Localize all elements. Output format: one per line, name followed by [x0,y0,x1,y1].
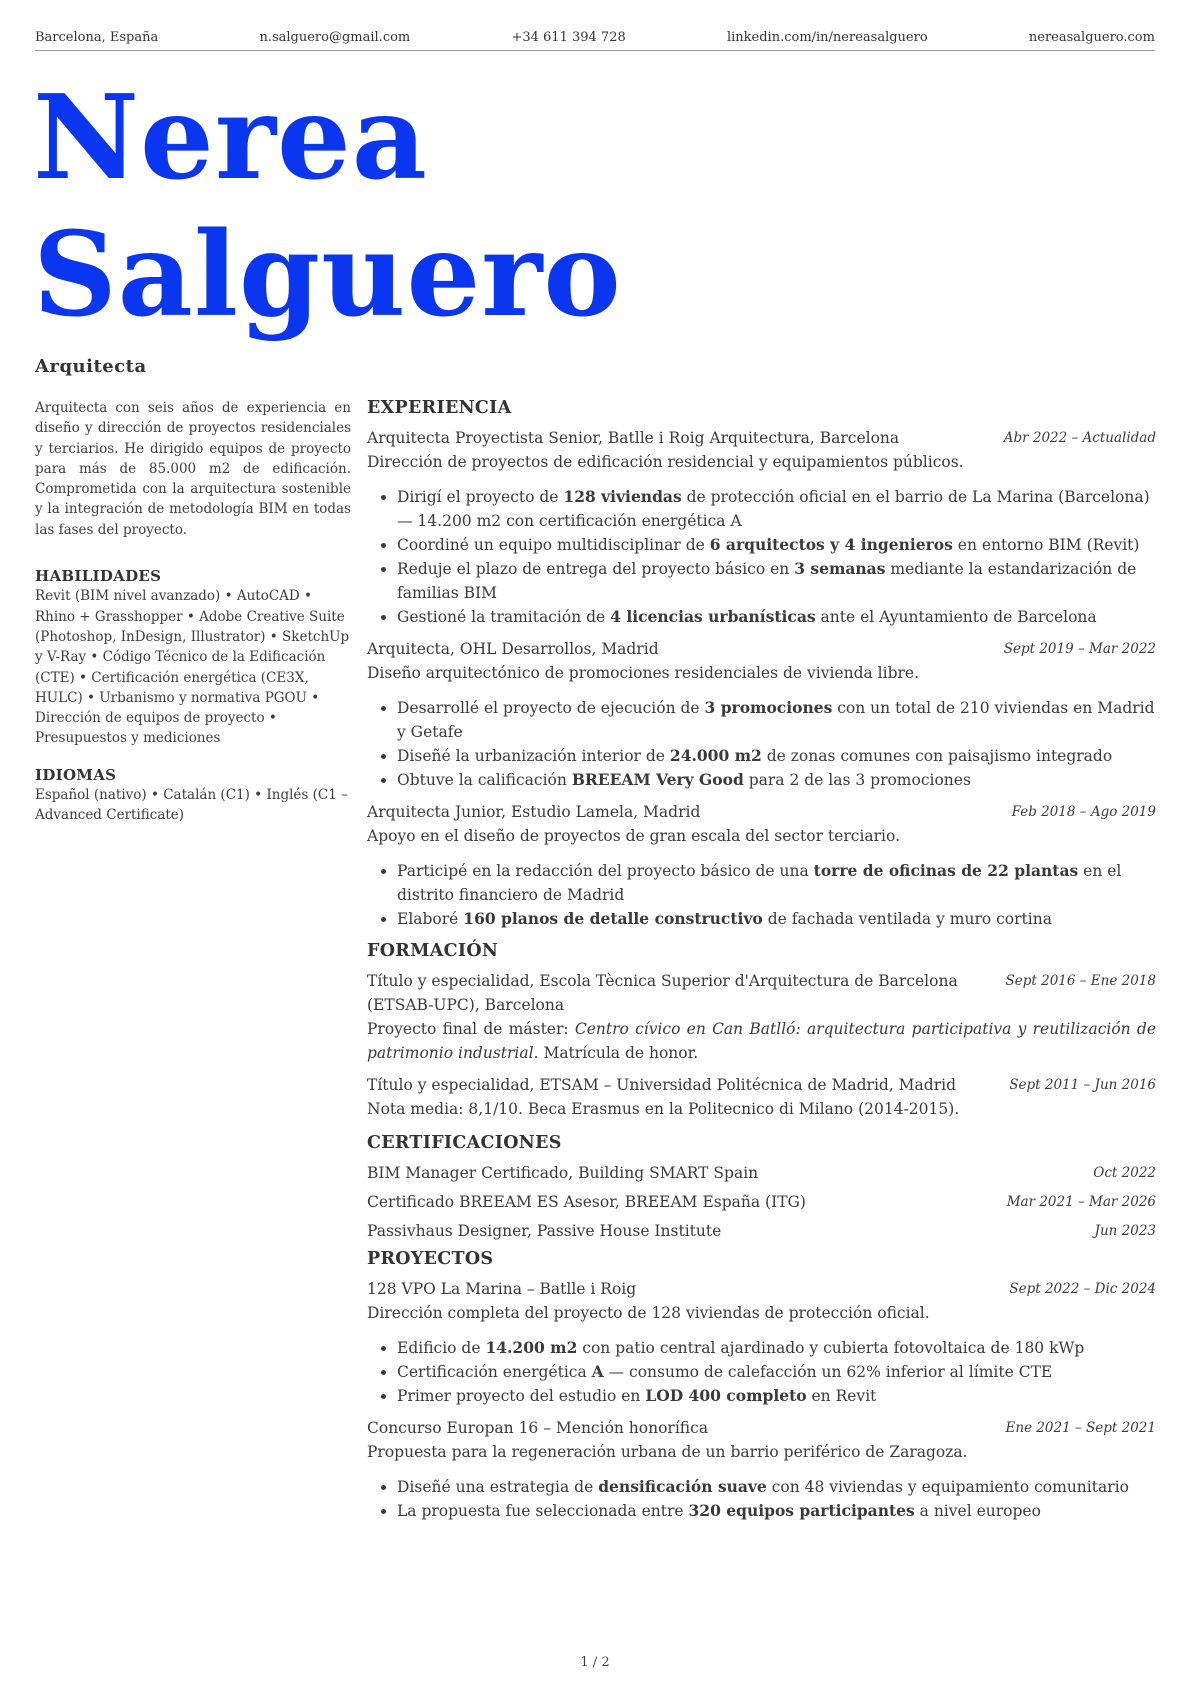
bullet-item: • Elaboré 160 planos de detalle constructivo de fachada ventilada y muro cortina [397,907,1156,931]
job-role: Arquitecta Junior, Estudio Lamela, Madrid [367,803,701,821]
projects-list [367,1277,1156,1523]
contact-bar [35,26,1155,51]
bullet-highlight: 14.200 m2 [485,1338,578,1357]
entry-header [367,1277,1156,1301]
last-name: Salguero [33,207,622,343]
bullet-item: • Edificio de 14.200 m2 con patio central ajardinado y cubierta fotovoltaica de 180 kWp [397,1336,1156,1360]
languages-text: Español (nativo) • Catalán (C1) • Inglés (C1 – Advanced Certificate) [35,787,348,824]
bullet-list [367,1475,1156,1523]
bullet-highlight: densificación suave [598,1477,767,1496]
bullet-highlight: 4 licencias urbanísticas [610,607,816,626]
projects-heading: PROYECTOS [367,1249,494,1269]
bullet-highlight: 160 planos de detalle constructivo [463,909,763,928]
project-entry [367,1277,1156,1408]
project-date: Ene 2021 – Sept 2021 [1005,1420,1156,1436]
languages-heading: IDIOMAS [35,765,117,784]
bullet-item: • Certificación energética A — consumo de calefacción un 62% inferior al límite CTE [397,1360,1156,1384]
education-list [367,969,1156,1121]
job-title: Arquitecta [35,356,147,377]
page-number: 1 / 2 [580,1655,610,1670]
project-date: Sept 2022 – Dic 2024 [1009,1281,1156,1297]
entry-header [367,1416,1156,1440]
project-description: Dirección completa del proyecto de 128 viviendas de protección oficial. [367,1304,930,1322]
education-note: Proyecto final de máster: Centro cívico en Can Batlló: arquitectura participativa y reutilización de patrimonio industrial. Matrícula de honor. [367,1020,1156,1062]
certification-name: Passivhaus Designer, Passive House Institute [367,1222,722,1240]
bullet-list [367,859,1156,931]
bullet-highlight: BREEAM Very Good [571,770,744,789]
bullet-item: • Diseñé una estrategia de densificación suave con 48 viviendas y equipamiento comunitario [397,1475,1156,1499]
bullet-highlight: 24.000 m2 [669,746,762,765]
certification-entry [367,1219,1156,1243]
contact-email[interactable]: n.salguero@gmail.com [259,29,411,45]
job-entry [367,800,1156,931]
contact-location: Barcelona, España [35,29,159,45]
project-name: Concurso Europan 16 – Mención honorífica [367,1419,709,1437]
certifications-heading: CERTIFICACIONES [367,1133,562,1153]
bullet-item: • Desarrollé el proyecto de ejecución de 3 promociones con un total de 210 viviendas en Madrid y Getafe [397,696,1156,744]
job-role: Arquitecta Proyectista Senior, Batlle i Roig Arquitectura, Barcelona [367,429,900,447]
bullet-highlight: A [591,1362,604,1381]
entry-header [367,800,1156,824]
contact-linkedin[interactable]: linkedin.com/in/nereasalguero [726,29,928,45]
education-date: Sept 2011 – Jun 2016 [1009,1077,1156,1093]
certification-date: Jun 2023 [1094,1223,1156,1239]
entry-header [367,969,1156,1017]
certification-entry [367,1190,1156,1214]
entry-header [367,1219,1156,1243]
job-role: Arquitecta, OHL Desarrollos, Madrid [367,640,659,658]
bullet-highlight: 128 viviendas [563,487,682,506]
left-column [35,398,351,826]
entry-header [367,637,1156,661]
education-date: Sept 2016 – Ene 2018 [1005,973,1156,989]
job-date: Feb 2018 – Ago 2019 [1011,804,1156,820]
bullet-highlight: 3 semanas [794,559,886,578]
job-description: Apoyo en el diseño de proyectos de gran escala del sector terciario. [367,827,900,845]
first-name: Nerea [33,70,428,206]
project-name: 128 VPO La Marina – Batlle i Roig [367,1280,637,1298]
contact-phone[interactable]: +34 611 394 728 [511,29,626,45]
bullet-highlight: 3 promociones [704,698,833,717]
project-description: Propuesta para la regeneración urbana de un barrio periférico de Zaragoza. [367,1443,968,1461]
bullet-item: • Primer proyecto del estudio en LOD 400 completo en Revit [397,1384,1156,1408]
skills-heading: HABILIDADES [35,567,162,586]
bullet-item: • Coordiné un equipo multidisciplinar de 6 arquitectos y 4 ingenieros en entorno BIM (Revit) [397,533,1156,557]
job-entry [367,426,1156,629]
bullet-list [367,1336,1156,1408]
bullet-highlight: LOD 400 completo [645,1386,807,1405]
thesis-title: Centro cívico en Can Batlló: arquitectura participativa y reutilización de patrimonio industrial [367,1020,1156,1062]
certification-date: Mar 2021 – Mar 2026 [1006,1194,1156,1210]
job-date: Sept 2019 – Mar 2022 [1003,641,1156,657]
certification-date: Oct 2022 [1093,1165,1156,1181]
project-entry [367,1416,1156,1523]
right-column [367,396,1156,1523]
job-description: Dirección de proyectos de edificación residencial y equipamientos públicos. [367,453,964,471]
contact-website[interactable]: nereasalguero.com [1028,29,1155,45]
bullet-item: • Gestioné la tramitación de 4 licencias urbanísticas ante el Ayuntamiento de Barcelona [397,605,1156,629]
experience-list [367,426,1156,931]
certification-name: BIM Manager Certificado, Building SMART Spain [367,1164,759,1182]
education-heading: FORMACIÓN [367,941,499,961]
entry-header [367,1190,1156,1214]
summary: Arquitecta con seis años de experiencia en diseño y dirección de proyectos residenciales y terciarios. He dirigido equipos de proyecto para más de 85.000 m2 de edificación. Comprometida con la arquitectura sostenible y la integración de metodología BIM en todas las fases del proyecto. [35,400,351,538]
bullet-item: • Diseñé la urbanización interior de 24.000 m2 de zonas comunes con paisajismo integrado [397,744,1156,768]
education-entry [367,1073,1156,1121]
bullet-item: • Reduje el plazo de entrega del proyecto básico en 3 semanas mediante la estandarización de familias BIM [397,557,1156,605]
bullet-item: • Obtuve la calificación BREEAM Very Good para 2 de las 3 promociones [397,768,1156,792]
job-date: Abr 2022 – Actualidad [1003,430,1156,446]
bullet-highlight: 6 arquitectos y 4 ingenieros [709,535,953,554]
bullet-item: • La propuesta fue seleccionada entre 320 equipos participantes a nivel europeo [397,1499,1156,1523]
certification-entry [367,1161,1156,1185]
experience-heading: EXPERIENCIA [367,398,512,418]
education-note: Nota media: 8,1/10. Beca Erasmus en la Politecnico di Milano (2014-2015). [367,1100,960,1118]
certification-name: Certificado BREEAM ES Asesor, BREEAM España (ITG) [367,1193,806,1211]
entry-header [367,426,1156,450]
job-description: Diseño arquitectónico de promociones residenciales de vivienda libre. [367,664,920,682]
bullet-highlight: 320 equipos participantes [688,1501,915,1520]
education-degree: Título y especialidad, ETSAM – Universidad Politécnica de Madrid, Madrid [367,1076,957,1094]
education-degree: Título y especialidad, Escola Tècnica Superior d'Arquitectura de Barcelona (ETSAB-UPC), Barcelona [367,972,958,1014]
skills-text: Revit (BIM nivel avanzado) • AutoCAD • Rhino + Grasshopper • Adobe Creative Suite (Photoshop, InDesign, Illustrator) • SketchUp y V-Ray • Código Técnico de la Edificación (CTE) • Certificación energética (CE3X, HULC) • Urbanismo y normativa PGOU • Dirección de equipos de proyecto • Presupuestos y mediciones [35,588,350,747]
full-name [33,70,622,344]
entry-header [367,1161,1156,1185]
bullet-highlight: torre de oficinas de 22 plantas [813,861,1079,880]
bullet-list [367,696,1156,792]
education-entry [367,969,1156,1065]
bullet-item: • Dirigí el proyecto de 128 viviendas de protección oficial en el barrio de La Marina (Barcelona) — 14.200 m2 con certificación energética A [397,485,1156,533]
bullet-list [367,485,1156,629]
certifications-list [367,1161,1156,1243]
job-entry [367,637,1156,792]
bullet-item: • Participé en la redacción del proyecto básico de una torre de oficinas de 22 plantas en el distrito financiero de Madrid [397,859,1156,907]
entry-header [367,1073,1156,1097]
